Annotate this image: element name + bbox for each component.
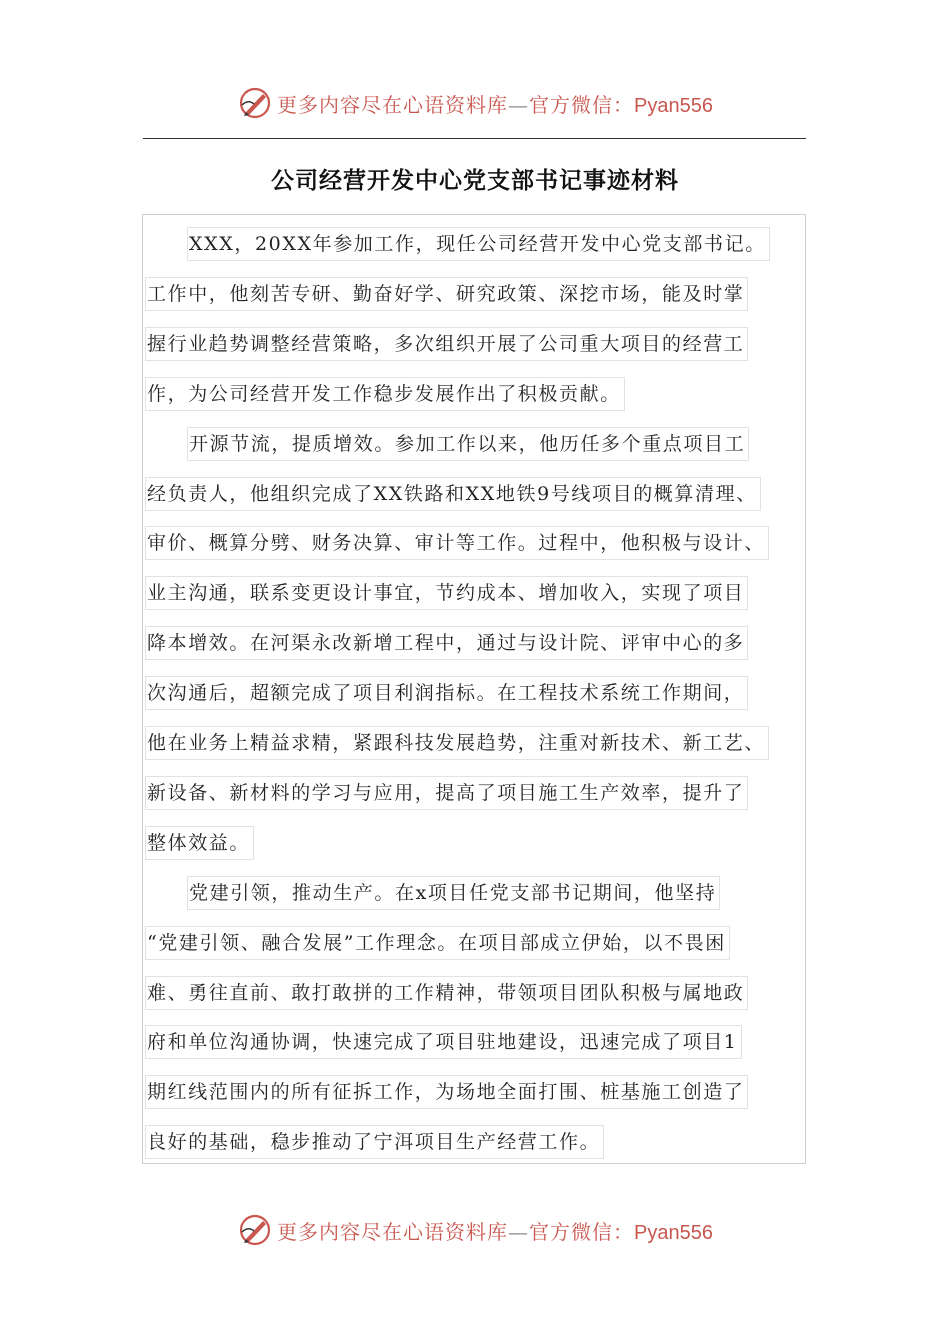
watermark-separator: — (508, 92, 530, 117)
body-line: 降本增效。在河渠永改新增工程中，通过与设计院、评审中心的多 (147, 629, 744, 657)
body-line: 审价、概算分劈、财务决算、审计等工作。过程中，他积极与设计、 (147, 529, 765, 557)
body-line: 期红线范围内的所有征拆工作，为场地全面打围、桩基施工创造了 (147, 1078, 744, 1106)
header-rule (143, 138, 806, 139)
watermark-wechat-label: 官方微信： (529, 92, 635, 117)
body-line: 握行业趋势调整经营策略，多次组织开展了公司重大项目的经营工 (147, 330, 744, 358)
watermark-wechat-id: Pyan556 (634, 1221, 713, 1244)
body-line: 作，为公司经营开发工作稳步发展作出了积极贡献。 (147, 380, 621, 408)
body-line: XXX，20XX年参加工作，现任公司经营开发中心党支部书记。 (189, 230, 766, 258)
body-line: 他在业务上精益求精，紧跟科技发展趋势，注重对新技术、新工艺、 (147, 729, 765, 757)
watermark-site: 更多内容尽在心语资料库 (277, 1219, 509, 1244)
body-line: 经负责人，他组织完成了XX铁路和XX地铁9号线项目的概算清理、 (147, 480, 757, 508)
body-line: 新设备、新材料的学习与应用，提高了项目施工生产效率，提升了 (147, 779, 744, 807)
watermark-wechat-id: Pyan556 (634, 94, 713, 117)
header-watermark (0, 83, 950, 123)
footer-watermark (0, 1210, 950, 1250)
body-line: “党建引领、融合发展”工作理念。在项目部成立伊始，以不畏困 (147, 929, 726, 957)
body-line: 开源节流，提质增效。参加工作以来，他历任多个重点项目工 (189, 430, 745, 458)
body-line: 整体效益。 (147, 829, 250, 857)
body-line: 党建引领，推动生产。在x项目任党支部书记期间，他坚持 (189, 879, 716, 907)
body-line: 业主沟通，联系变更设计事宜，节约成本、增加收入，实现了项目 (147, 579, 744, 607)
watermark-wechat-label: 官方微信： (529, 1219, 635, 1244)
watermark-separator: — (508, 1219, 530, 1244)
body-line: 难、勇往直前、敢打敢拼的工作精神，带领项目团队积极与属地政 (147, 979, 744, 1007)
body-line: 良好的基础，稳步推动了宁洱项目生产经营工作。 (147, 1128, 600, 1156)
document-title: 公司经营开发中心党支部书记事迹材料 (271, 168, 679, 194)
body-line: 次沟通后，超额完成了项目利润指标。在工程技术系统工作期间， (147, 679, 744, 707)
watermark-text (277, 1216, 713, 1245)
watermark-site: 更多内容尽在心语资料库 (277, 92, 509, 117)
body-line: 府和单位沟通协调，快速完成了项目驻地建设，迅速完成了项目1 (147, 1028, 738, 1056)
pen-logo-icon (237, 1212, 273, 1248)
body-line: 工作中，他刻苦专研、勤奋好学、研究政策、深挖市场，能及时掌 (147, 280, 744, 308)
pen-logo-icon (237, 85, 273, 121)
watermark-text (277, 89, 713, 118)
